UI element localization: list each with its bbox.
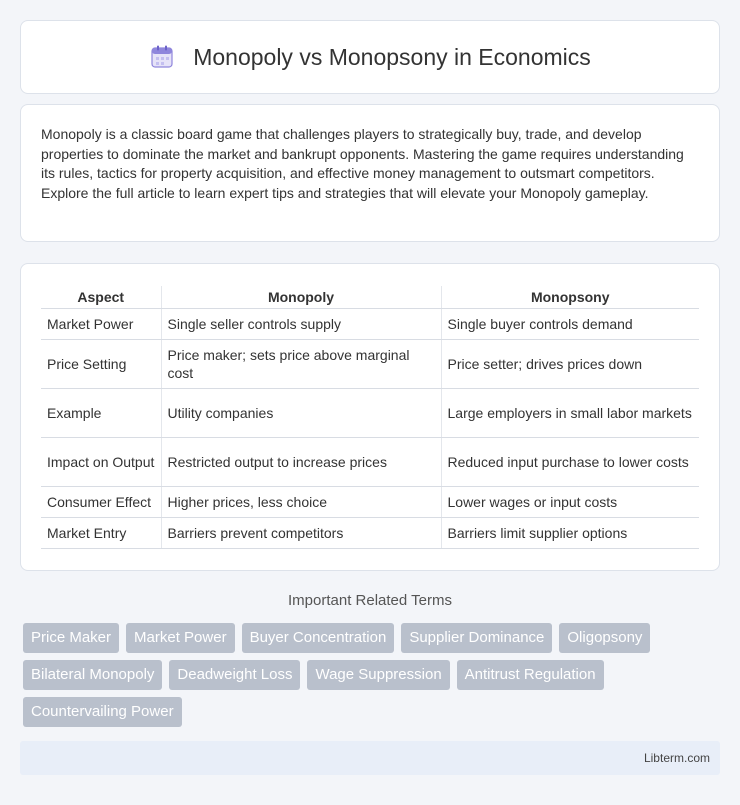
table-cell: Consumer Effect [41, 486, 161, 517]
table-cell: Price maker; sets price above marginal cost [161, 339, 441, 388]
related-term-tag[interactable]: Buyer Concentration [242, 623, 395, 653]
intro-text: Monopoly is a classic board game that challenges players to strategically buy, trade, and develop properties to dominate the market and bankrupt opponents. Mastering the game requires understanding its rules, tactics for property acquisition, and effective money management to outsmart competitors. Explore the full article to learn expert tips and strategies that will elevate your Monopoly gameplay. [41, 126, 684, 201]
related-terms-list [23, 623, 713, 727]
table-cell: Single seller controls supply [161, 308, 441, 339]
table-row [41, 339, 699, 388]
table-row [41, 308, 699, 339]
intro-card [20, 104, 720, 242]
calendar-icon [149, 44, 175, 70]
header-card [20, 20, 720, 94]
table-cell: Large employers in small labor markets [441, 388, 699, 437]
comparison-card [20, 263, 720, 571]
table-cell: Single buyer controls demand [441, 308, 699, 339]
column-header-monopoly: Monopoly [161, 286, 441, 308]
table-cell: Example [41, 388, 161, 437]
related-term-tag[interactable]: Antitrust Regulation [457, 660, 604, 690]
table-cell: Price setter; drives prices down [441, 339, 699, 388]
table-row [41, 388, 699, 437]
footer [20, 741, 720, 775]
related-term-tag[interactable]: Price Maker [23, 623, 119, 653]
column-header-monopsony: Monopsony [441, 286, 699, 308]
related-term-tag[interactable]: Bilateral Monopoly [23, 660, 162, 690]
table-cell: Higher prices, less choice [161, 486, 441, 517]
table-row [41, 517, 699, 548]
table-row [41, 437, 699, 486]
related-term-tag[interactable]: Wage Suppression [307, 660, 449, 690]
table-cell: Barriers prevent competitors [161, 517, 441, 548]
table-cell: Price Setting [41, 339, 161, 388]
related-term-tag[interactable]: Market Power [126, 623, 235, 653]
table-cell: Lower wages or input costs [441, 486, 699, 517]
related-term-tag[interactable]: Supplier Dominance [401, 623, 552, 653]
table-cell: Barriers limit supplier options [441, 517, 699, 548]
related-term-tag[interactable]: Deadweight Loss [169, 660, 300, 690]
table-row [41, 486, 699, 517]
table-cell: Market Entry [41, 517, 161, 548]
related-term-tag[interactable]: Countervailing Power [23, 697, 182, 727]
table-cell: Restricted output to increase prices [161, 437, 441, 486]
table-cell: Reduced input purchase to lower costs [441, 437, 699, 486]
column-header-aspect: Aspect [41, 286, 161, 308]
comparison-table [41, 286, 699, 549]
footer-site-link[interactable]: Libterm.com [643, 751, 710, 765]
table-cell: Utility companies [161, 388, 441, 437]
related-terms-title: Important Related Terms [288, 592, 452, 609]
table-cell: Market Power [41, 308, 161, 339]
table-cell: Impact on Output [41, 437, 161, 486]
page-title: Monopoly vs Monopsony in Economics [193, 43, 591, 70]
related-term-tag[interactable]: Oligopsony [559, 623, 650, 653]
